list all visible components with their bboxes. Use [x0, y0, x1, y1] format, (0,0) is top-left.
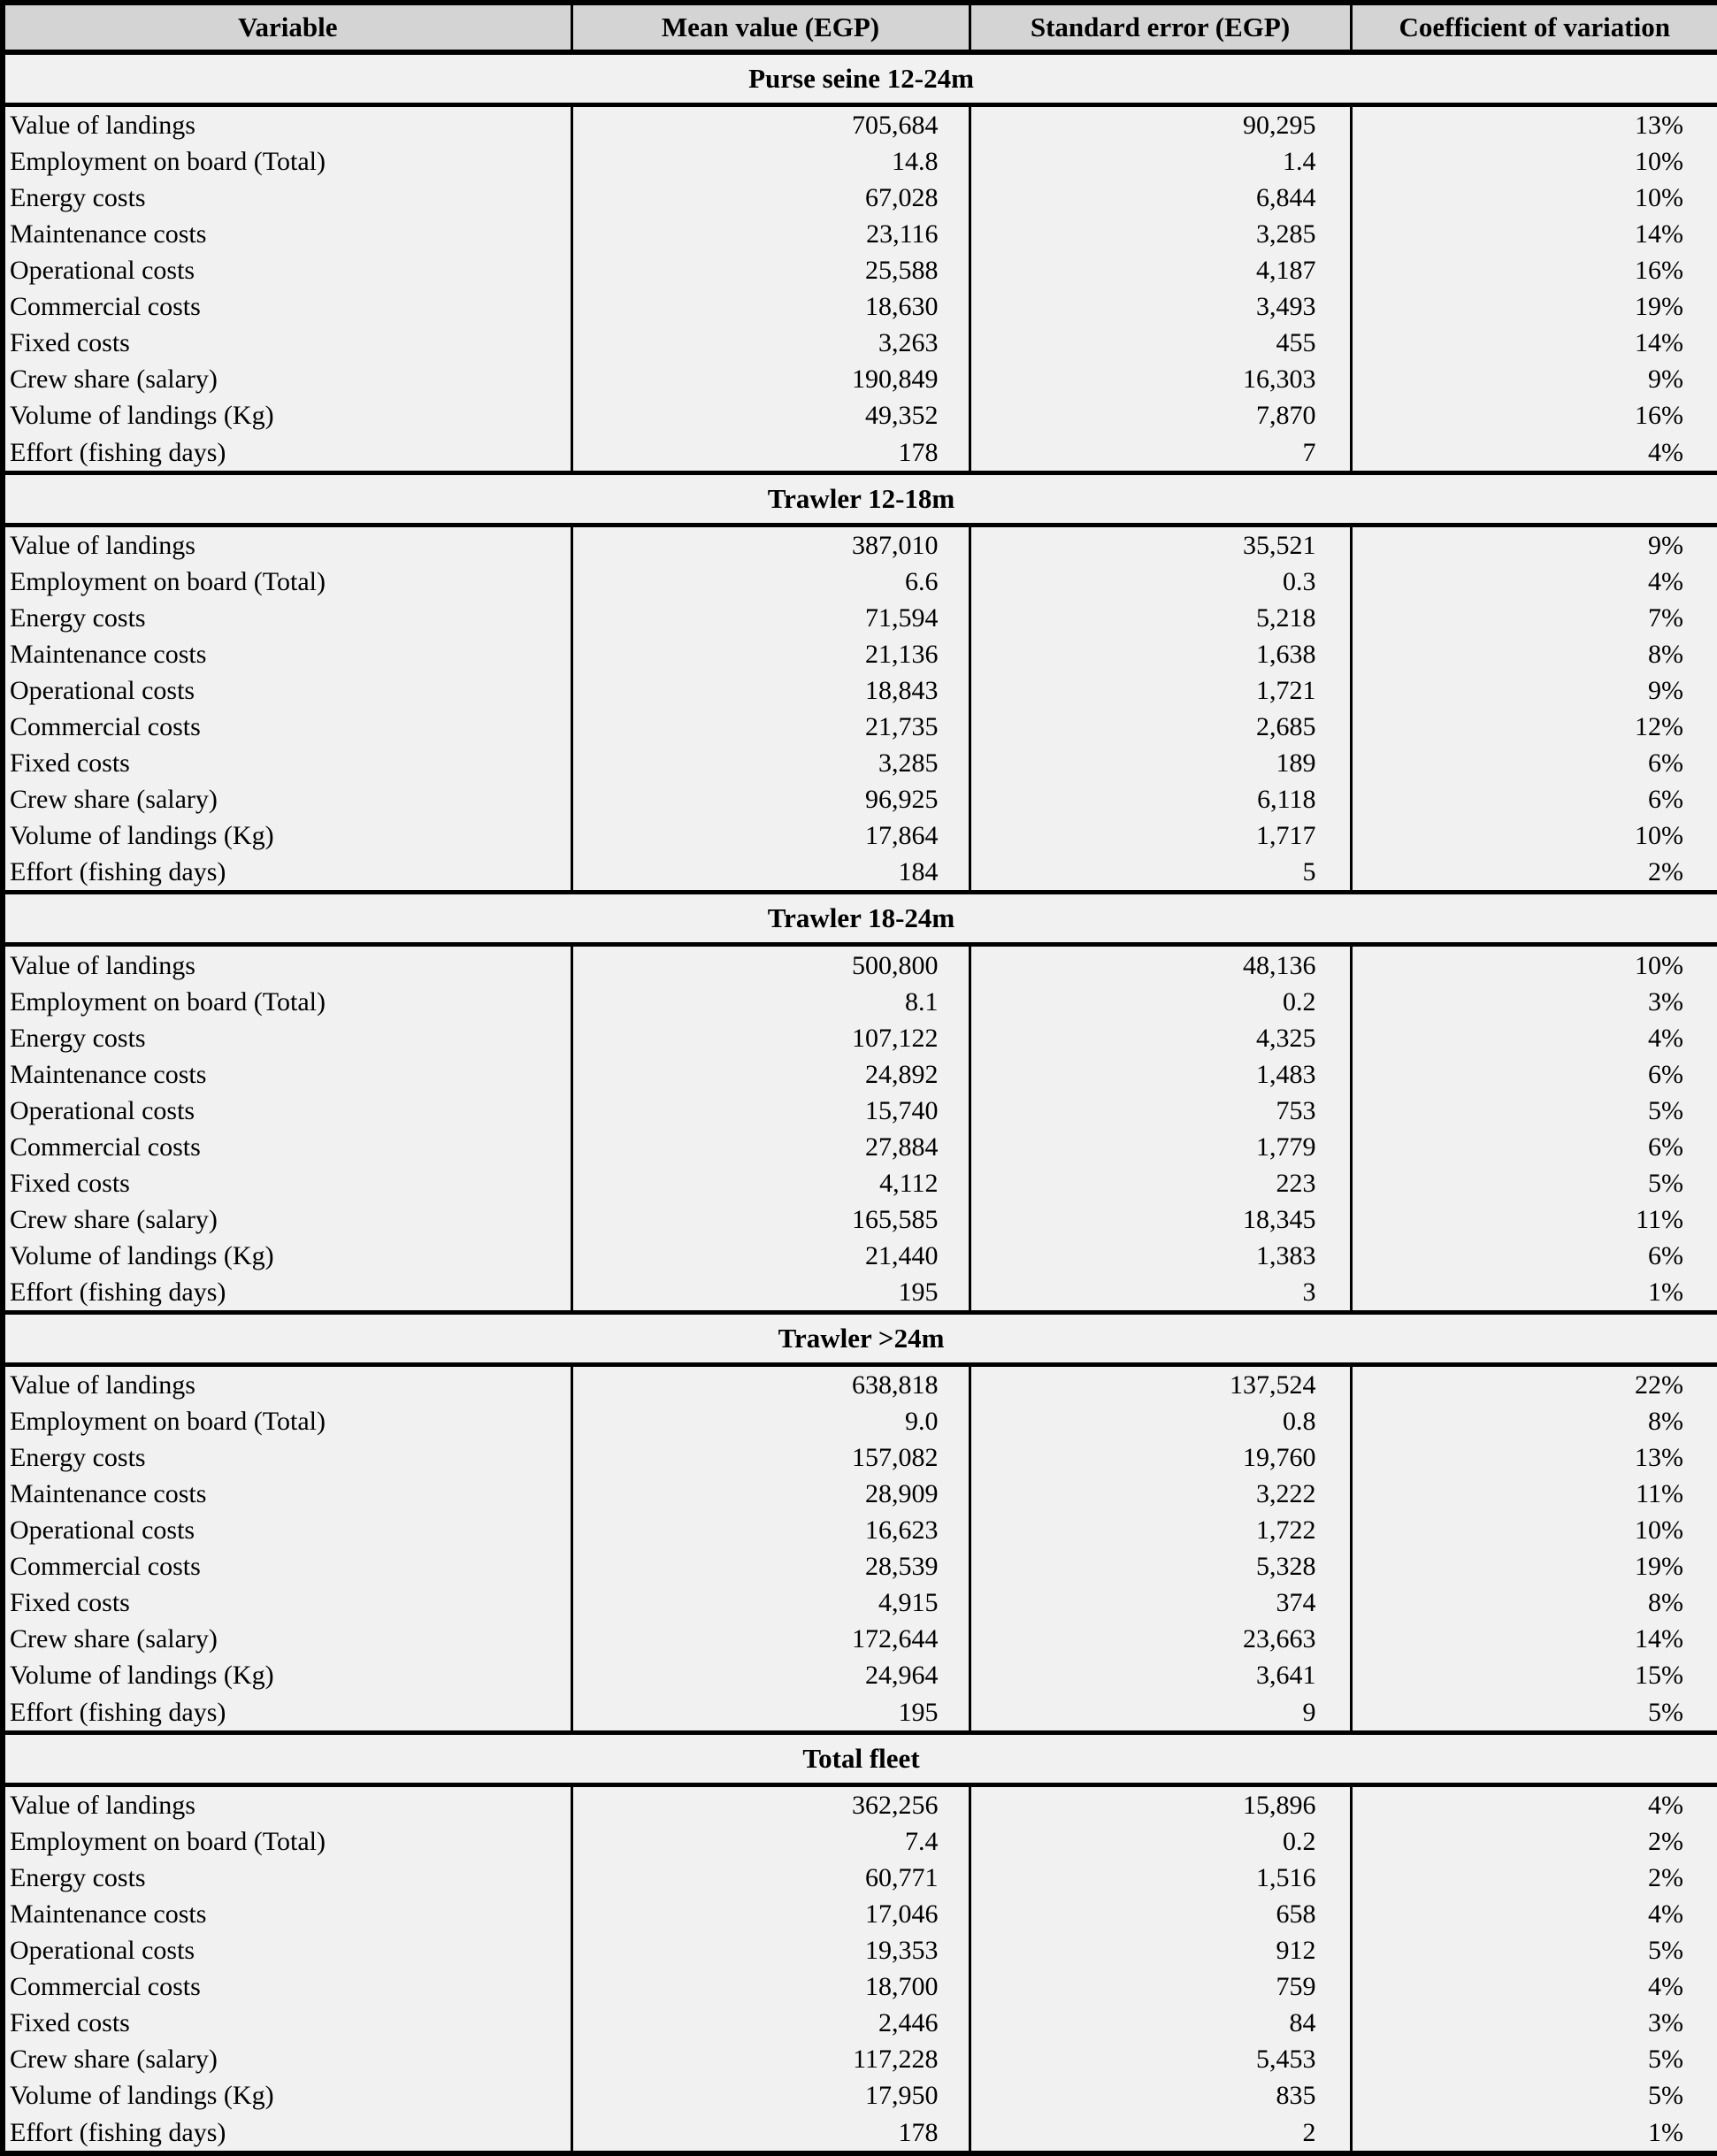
cell-mean-value: 362,256 [571, 1784, 970, 1823]
cell-variable: Employment on board (Total) [10, 1827, 326, 1857]
cell-standard-error: 1,383 [970, 1238, 1351, 1274]
cell-variable: Maintenance costs [10, 1899, 207, 1930]
table-row [3, 397, 1717, 434]
table-row [3, 1020, 1717, 1056]
table-row [3, 143, 1717, 180]
table-body [3, 52, 1717, 2153]
cell-standard-error: 759 [970, 1968, 1351, 2005]
cell-standard-error: 16,303 [970, 361, 1351, 397]
cell-coefficient-variation: 3% [1351, 984, 1717, 1020]
cell-standard-error: 1,717 [970, 817, 1351, 854]
cell-variable: Volume of landings (Kg) [10, 1661, 274, 1691]
cell-mean-value: 23,116 [571, 216, 970, 252]
cell-variable: Volume of landings (Kg) [10, 2081, 274, 2111]
cell-mean-value: 18,630 [571, 288, 970, 325]
cell-standard-error: 1.4 [970, 143, 1351, 180]
cell-variable: Operational costs [10, 1936, 195, 1966]
cell-standard-error: 374 [970, 1584, 1351, 1621]
cell-coefficient-variation: 2% [1351, 1860, 1717, 1896]
table-row [3, 945, 1717, 984]
cell-coefficient-variation: 3% [1351, 2005, 1717, 2041]
cell-coefficient-variation: 4% [1351, 1968, 1717, 2005]
cell-coefficient-variation: 4% [1351, 1784, 1717, 1823]
table-row [3, 984, 1717, 1020]
cell-standard-error: 5,453 [970, 2041, 1351, 2077]
cell-mean-value: 18,700 [571, 1968, 970, 2005]
cell-mean-value: 190,849 [571, 361, 970, 397]
cell-standard-error: 2,685 [970, 709, 1351, 745]
cell-variable: Volume of landings (Kg) [10, 1240, 274, 1270]
cell-mean-value: 49,352 [571, 397, 970, 434]
table-row [3, 288, 1717, 325]
section-title: Purse seine 12-24m [3, 52, 1717, 105]
cell-mean-value: 18,843 [571, 672, 970, 709]
cell-mean-value: 387,010 [571, 525, 970, 564]
cell-standard-error: 18,345 [970, 1201, 1351, 1238]
cell-variable: Energy costs [10, 1023, 146, 1053]
cell-standard-error: 835 [970, 2077, 1351, 2114]
cell-coefficient-variation: 5% [1351, 1165, 1717, 1201]
table-row [3, 854, 1717, 893]
cell-coefficient-variation: 5% [1351, 2077, 1717, 2114]
table-row [3, 2005, 1717, 2041]
table-header [3, 3, 1717, 52]
cell-mean-value: 638,818 [571, 1365, 970, 1404]
cell-variable: Energy costs [10, 1443, 146, 1473]
table-row [3, 361, 1717, 397]
cell-mean-value: 184 [571, 854, 970, 893]
cell-mean-value: 27,884 [571, 1129, 970, 1165]
table-row [3, 1274, 1717, 1313]
cell-standard-error: 1,516 [970, 1860, 1351, 1896]
cell-coefficient-variation: 9% [1351, 672, 1717, 709]
cell-variable: Operational costs [10, 256, 195, 286]
cell-standard-error: 1,779 [970, 1129, 1351, 1165]
cell-coefficient-variation: 14% [1351, 216, 1717, 252]
table-row [3, 672, 1717, 709]
cell-coefficient-variation: 4% [1351, 1896, 1717, 1932]
cell-standard-error: 0.8 [970, 1403, 1351, 1439]
cell-coefficient-variation: 16% [1351, 252, 1717, 288]
cell-variable: Commercial costs [10, 1132, 201, 1162]
cell-coefficient-variation: 22% [1351, 1365, 1717, 1404]
table-row [3, 1403, 1717, 1439]
cell-standard-error: 3,285 [970, 216, 1351, 252]
table-row [3, 1056, 1717, 1093]
cell-mean-value: 165,585 [571, 1201, 970, 1238]
cell-variable: Employment on board (Total) [10, 986, 326, 1017]
cell-standard-error: 0.2 [970, 984, 1351, 1020]
cell-mean-value: 19,353 [571, 1932, 970, 1968]
column-header-mean-value: Mean value (EGP) [571, 3, 970, 52]
cell-standard-error: 19,760 [970, 1439, 1351, 1476]
cell-standard-error: 6,118 [970, 781, 1351, 817]
cell-variable: Value of landings [10, 111, 195, 141]
section-header-row [3, 1313, 1717, 1365]
cell-mean-value: 178 [571, 2114, 970, 2153]
cell-coefficient-variation: 5% [1351, 1932, 1717, 1968]
cell-mean-value: 21,440 [571, 1238, 970, 1274]
cell-coefficient-variation: 4% [1351, 564, 1717, 600]
cell-coefficient-variation: 19% [1351, 288, 1717, 325]
table-row [3, 1129, 1717, 1165]
cell-coefficient-variation: 1% [1351, 1274, 1717, 1313]
cell-mean-value: 17,046 [571, 1896, 970, 1932]
column-header-coefficient-variation: Coefficient of variation [1351, 3, 1717, 52]
table-row [3, 2077, 1717, 2114]
table-row [3, 1584, 1717, 1621]
cell-coefficient-variation: 15% [1351, 1657, 1717, 1693]
cell-standard-error: 223 [970, 1165, 1351, 1201]
cell-variable: Volume of landings (Kg) [10, 401, 274, 431]
cell-coefficient-variation: 6% [1351, 745, 1717, 781]
cell-standard-error: 5,328 [970, 1548, 1351, 1584]
header-row [3, 3, 1717, 52]
cell-variable: Effort (fishing days) [10, 437, 226, 467]
table-row [3, 1823, 1717, 1860]
cell-mean-value: 21,136 [571, 636, 970, 672]
cell-coefficient-variation: 13% [1351, 105, 1717, 144]
table-row [3, 1932, 1717, 1968]
table-row [3, 1439, 1717, 1476]
cell-coefficient-variation: 10% [1351, 945, 1717, 984]
cell-standard-error: 5,218 [970, 600, 1351, 636]
cell-mean-value: 24,964 [571, 1657, 970, 1693]
table-row [3, 1476, 1717, 1512]
cell-mean-value: 195 [571, 1693, 970, 1732]
cell-variable: Value of landings [10, 950, 195, 980]
cell-mean-value: 157,082 [571, 1439, 970, 1476]
section-header-row [3, 472, 1717, 525]
table-row [3, 180, 1717, 216]
table-row [3, 434, 1717, 472]
table-row [3, 1201, 1717, 1238]
table-row [3, 525, 1717, 564]
table-row [3, 1093, 1717, 1129]
cell-variable: Maintenance costs [10, 1059, 207, 1089]
cell-standard-error: 1,638 [970, 636, 1351, 672]
cell-mean-value: 178 [571, 434, 970, 472]
cell-standard-error: 7,870 [970, 397, 1351, 434]
cell-standard-error: 3,641 [970, 1657, 1351, 1693]
column-header-standard-error: Standard error (EGP) [970, 3, 1351, 52]
cell-mean-value: 705,684 [571, 105, 970, 144]
cell-coefficient-variation: 11% [1351, 1201, 1717, 1238]
column-header-variable: Variable [3, 3, 571, 52]
cell-mean-value: 3,263 [571, 325, 970, 361]
cell-standard-error: 4,187 [970, 252, 1351, 288]
cell-mean-value: 17,864 [571, 817, 970, 854]
cell-mean-value: 2,446 [571, 2005, 970, 2041]
cell-mean-value: 17,950 [571, 2077, 970, 2114]
cell-variable: Crew share (salary) [10, 1204, 218, 1234]
cell-variable: Energy costs [10, 602, 146, 633]
cell-standard-error: 3,222 [970, 1476, 1351, 1512]
table-row [3, 1657, 1717, 1693]
cell-coefficient-variation: 10% [1351, 1512, 1717, 1548]
cell-variable: Commercial costs [10, 1552, 201, 1582]
table-row [3, 2041, 1717, 2077]
section-title: Trawler >24m [3, 1313, 1717, 1365]
table-row [3, 745, 1717, 781]
cell-mean-value: 25,588 [571, 252, 970, 288]
cell-variable: Fixed costs [10, 2008, 130, 2038]
cell-coefficient-variation: 9% [1351, 361, 1717, 397]
cell-mean-value: 24,892 [571, 1056, 970, 1093]
cell-coefficient-variation: 10% [1351, 817, 1717, 854]
cell-variable: Value of landings [10, 530, 195, 560]
cell-coefficient-variation: 10% [1351, 143, 1717, 180]
cell-standard-error: 84 [970, 2005, 1351, 2041]
table-row [3, 1165, 1717, 1201]
cell-variable: Operational costs [10, 1095, 195, 1125]
cell-standard-error: 9 [970, 1693, 1351, 1732]
cell-standard-error: 0.3 [970, 564, 1351, 600]
cell-coefficient-variation: 10% [1351, 180, 1717, 216]
cell-mean-value: 107,122 [571, 1020, 970, 1056]
cell-mean-value: 28,539 [571, 1548, 970, 1584]
cell-standard-error: 90,295 [970, 105, 1351, 144]
cell-coefficient-variation: 8% [1351, 636, 1717, 672]
cell-mean-value: 117,228 [571, 2041, 970, 2077]
cell-coefficient-variation: 5% [1351, 1093, 1717, 1129]
cell-standard-error: 3 [970, 1274, 1351, 1313]
cell-variable: Commercial costs [10, 292, 201, 322]
cell-coefficient-variation: 19% [1351, 1548, 1717, 1584]
cell-standard-error: 0.2 [970, 1823, 1351, 1860]
table-row [3, 1784, 1717, 1823]
cell-mean-value: 28,909 [571, 1476, 970, 1512]
cell-standard-error: 455 [970, 325, 1351, 361]
cell-variable: Crew share (salary) [10, 1624, 218, 1654]
cell-mean-value: 500,800 [571, 945, 970, 984]
cell-variable: Value of landings [10, 1790, 195, 1820]
section-header-row [3, 52, 1717, 105]
table-row [3, 325, 1717, 361]
table-row [3, 600, 1717, 636]
cell-mean-value: 96,925 [571, 781, 970, 817]
cell-standard-error: 1,721 [970, 672, 1351, 709]
cell-standard-error: 4,325 [970, 1020, 1351, 1056]
cell-variable: Crew share (salary) [10, 785, 218, 815]
table-row [3, 564, 1717, 600]
section-title: Total fleet [3, 1732, 1717, 1784]
cell-variable: Commercial costs [10, 712, 201, 742]
cell-coefficient-variation: 14% [1351, 325, 1717, 361]
cell-mean-value: 14.8 [571, 143, 970, 180]
cell-mean-value: 67,028 [571, 180, 970, 216]
cell-coefficient-variation: 2% [1351, 1823, 1717, 1860]
cell-standard-error: 7 [970, 434, 1351, 472]
cell-variable: Employment on board (Total) [10, 566, 326, 596]
cell-variable: Maintenance costs [10, 640, 207, 669]
table-row [3, 1896, 1717, 1932]
cell-variable: Fixed costs [10, 1168, 130, 1198]
cell-variable: Volume of landings (Kg) [10, 821, 274, 851]
section-header-row [3, 893, 1717, 945]
cell-mean-value: 4,112 [571, 1165, 970, 1201]
cell-variable: Fixed costs [10, 748, 130, 779]
table-row [3, 1860, 1717, 1896]
table-row [3, 709, 1717, 745]
cell-standard-error: 23,663 [970, 1621, 1351, 1657]
cell-standard-error: 3,493 [970, 288, 1351, 325]
cell-standard-error: 189 [970, 745, 1351, 781]
cell-coefficient-variation: 2% [1351, 854, 1717, 893]
cell-coefficient-variation: 5% [1351, 1693, 1717, 1732]
cell-mean-value: 172,644 [571, 1621, 970, 1657]
section-title: Trawler 12-18m [3, 472, 1717, 525]
cell-mean-value: 195 [571, 1274, 970, 1313]
cell-variable: Crew share (salary) [10, 2045, 218, 2075]
cell-standard-error: 658 [970, 1896, 1351, 1932]
cell-standard-error: 48,136 [970, 945, 1351, 984]
cell-variable: Effort (fishing days) [10, 857, 226, 887]
cell-standard-error: 1,722 [970, 1512, 1351, 1548]
cell-coefficient-variation: 12% [1351, 709, 1717, 745]
cell-variable: Commercial costs [10, 1972, 201, 2002]
cell-coefficient-variation: 6% [1351, 1129, 1717, 1165]
cell-coefficient-variation: 1% [1351, 2114, 1717, 2153]
cell-mean-value: 21,735 [571, 709, 970, 745]
table-row [3, 781, 1717, 817]
cell-variable: Effort (fishing days) [10, 1277, 226, 1307]
cell-variable: Fixed costs [10, 1588, 130, 1618]
cell-mean-value: 8.1 [571, 984, 970, 1020]
cell-standard-error: 15,896 [970, 1784, 1351, 1823]
cell-standard-error: 35,521 [970, 525, 1351, 564]
table-row [3, 817, 1717, 854]
cell-mean-value: 15,740 [571, 1093, 970, 1129]
cell-variable: Crew share (salary) [10, 364, 218, 395]
cell-standard-error: 1,483 [970, 1056, 1351, 1093]
table-row [3, 1621, 1717, 1657]
table-row [3, 636, 1717, 672]
table-row [3, 252, 1717, 288]
table-row [3, 1548, 1717, 1584]
cell-coefficient-variation: 9% [1351, 525, 1717, 564]
cell-standard-error: 912 [970, 1932, 1351, 1968]
cell-standard-error: 2 [970, 2114, 1351, 2153]
cell-coefficient-variation: 6% [1351, 1238, 1717, 1274]
cell-variable: Operational costs [10, 1515, 195, 1546]
cell-coefficient-variation: 8% [1351, 1584, 1717, 1621]
cell-standard-error: 137,524 [970, 1365, 1351, 1404]
cell-coefficient-variation: 8% [1351, 1403, 1717, 1439]
cell-variable: Employment on board (Total) [10, 1407, 326, 1437]
cell-coefficient-variation: 13% [1351, 1439, 1717, 1476]
cell-variable: Energy costs [10, 1863, 146, 1893]
table-row [3, 1238, 1717, 1274]
cell-variable: Fixed costs [10, 328, 130, 358]
cell-mean-value: 4,915 [571, 1584, 970, 1621]
cell-variable: Effort (fishing days) [10, 2117, 226, 2147]
cell-mean-value: 9.0 [571, 1403, 970, 1439]
cell-mean-value: 71,594 [571, 600, 970, 636]
cell-coefficient-variation: 7% [1351, 600, 1717, 636]
cell-variable: Energy costs [10, 183, 146, 213]
cell-coefficient-variation: 4% [1351, 434, 1717, 472]
cell-mean-value: 3,285 [571, 745, 970, 781]
cell-standard-error: 753 [970, 1093, 1351, 1129]
cell-mean-value: 6.6 [571, 564, 970, 600]
section-title: Trawler 18-24m [3, 893, 1717, 945]
section-header-row [3, 1732, 1717, 1784]
cell-variable: Maintenance costs [10, 1479, 207, 1509]
cell-variable: Value of landings [10, 1370, 195, 1400]
cell-coefficient-variation: 5% [1351, 2041, 1717, 2077]
table-row [3, 216, 1717, 252]
table-row [3, 1512, 1717, 1548]
cell-mean-value: 7.4 [571, 1823, 970, 1860]
cell-variable: Operational costs [10, 676, 195, 706]
cell-coefficient-variation: 11% [1351, 1476, 1717, 1512]
cell-variable: Maintenance costs [10, 219, 207, 249]
cell-coefficient-variation: 16% [1351, 397, 1717, 434]
cell-coefficient-variation: 4% [1351, 1020, 1717, 1056]
cell-variable: Employment on board (Total) [10, 147, 326, 177]
cell-standard-error: 5 [970, 854, 1351, 893]
table-row [3, 1365, 1717, 1404]
table-row [3, 2114, 1717, 2153]
cell-coefficient-variation: 6% [1351, 781, 1717, 817]
cell-coefficient-variation: 6% [1351, 1056, 1717, 1093]
cell-standard-error: 6,844 [970, 180, 1351, 216]
table-row [3, 105, 1717, 144]
cell-mean-value: 60,771 [571, 1860, 970, 1896]
cell-mean-value: 16,623 [571, 1512, 970, 1548]
table-row [3, 1968, 1717, 2005]
table-row [3, 1693, 1717, 1732]
cell-coefficient-variation: 14% [1351, 1621, 1717, 1657]
cell-variable: Effort (fishing days) [10, 1697, 226, 1727]
